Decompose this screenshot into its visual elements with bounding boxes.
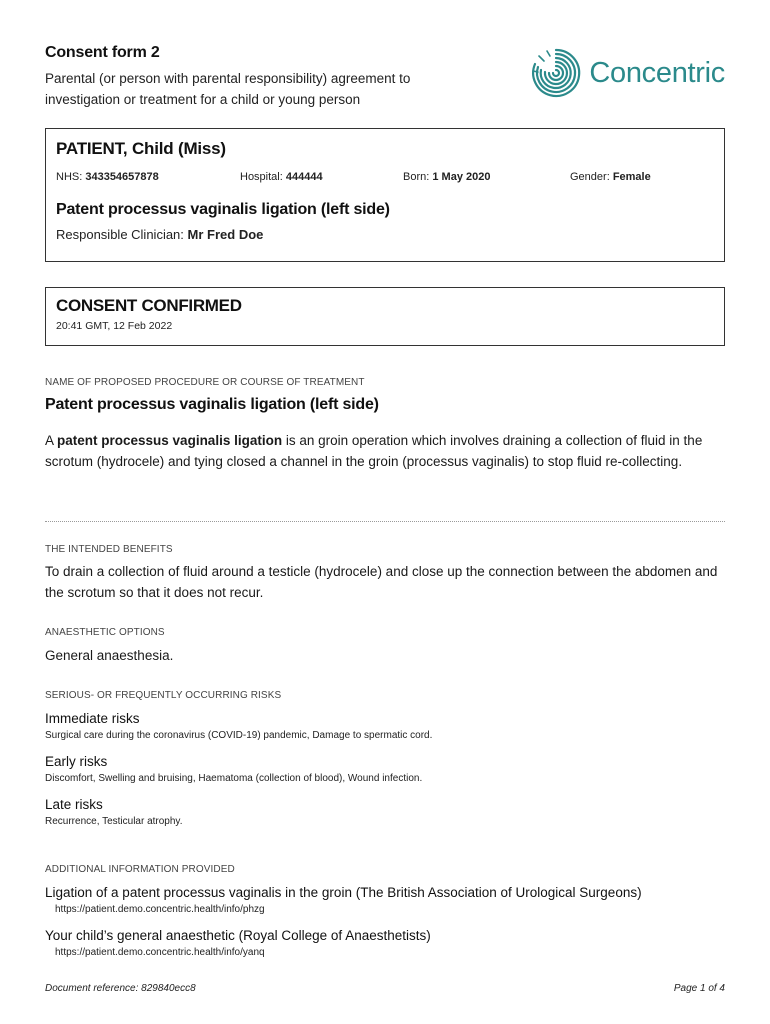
benefits-section	[45, 544, 725, 603]
hospital-label: Hospital:	[240, 171, 283, 183]
info-link[interactable]: https://patient.demo.concentric.health/info/yanq	[55, 947, 265, 958]
procedure-desc-rest: is an groin operation which involves draining a collection of fluid in the scrotum (hydrocele) and tying closed a channel in the groin (processus vaginalis) to stop fluid re-collecting.	[45, 433, 703, 469]
logo-text: Concentric	[589, 56, 725, 89]
info-title: Ligation of a patent processus vaginalis in the groin (The British Association of Urological Surgeons)	[45, 885, 642, 900]
risk-title: Late risks	[45, 797, 103, 812]
info-link[interactable]: https://patient.demo.concentric.health/info/phzg	[55, 904, 265, 915]
info-title: Your child’s general anaesthetic (Royal College of Anaesthetists)	[45, 928, 431, 943]
patient-name: PATIENT, Child (Miss)	[56, 139, 226, 158]
patient-meta-row	[56, 171, 714, 183]
form-title: Consent form 2	[45, 44, 160, 61]
document-footer	[45, 983, 725, 994]
gender	[570, 171, 651, 183]
risk-desc: Recurrence, Testicular atrophy.	[45, 816, 183, 827]
nhs-value: 343354657878	[85, 171, 159, 183]
date-of-birth	[403, 171, 570, 183]
benefits-text: To drain a collection of fluid around a testicle (hydrocele) and close up the connection between the abdomen and the scrotum so that it does not recur.	[45, 564, 718, 600]
page-number: Page 1 of 4	[673, 983, 725, 994]
clinician-label: Responsible Clinician:	[56, 227, 184, 242]
form-subtitle: Parental (or person with parental responsibility) agreement to investigation or treatment for a child or young person	[45, 71, 411, 107]
risks-label: SERIOUS- OR FREQUENTLY OCCURRING RISKS	[45, 690, 282, 701]
risk-item-late	[45, 797, 725, 827]
risk-item-early	[45, 754, 725, 784]
born-label: Born:	[403, 171, 430, 183]
anaesthetic-section	[45, 627, 725, 666]
info-item	[45, 885, 725, 915]
benefits-label: THE INTENDED BENEFITS	[45, 544, 173, 555]
document-reference: Document reference: 829840ecc8	[45, 983, 196, 994]
info-item	[45, 928, 725, 958]
concentric-fingerprint-icon	[527, 44, 585, 102]
procedure-description	[45, 430, 725, 472]
procedure-section	[45, 377, 725, 472]
additional-info-label: ADDITIONAL INFORMATION PROVIDED	[45, 864, 235, 875]
anaesthetic-text: General anaesthesia.	[45, 648, 174, 663]
risk-desc: Discomfort, Swelling and bruising, Haematoma (collection of blood), Wound infection.	[45, 773, 423, 784]
born-value: 1 May 2020	[432, 171, 491, 183]
nhs-number	[56, 171, 240, 183]
procedure-desc-bold: patent processus vaginalis ligation	[57, 433, 283, 448]
concentric-logo	[527, 44, 725, 102]
hospital-number	[240, 171, 403, 183]
patient-details-box	[45, 128, 725, 262]
patient-procedure-title: Patent processus vaginalis ligation (left side)	[56, 201, 390, 218]
responsible-clinician	[56, 227, 714, 242]
risks-section	[45, 690, 725, 827]
procedure-desc-prefix: A	[45, 433, 58, 448]
section-divider	[45, 521, 725, 522]
procedure-title: Patent processus vaginalis ligation (left side)	[45, 396, 379, 413]
hospital-value: 444444	[285, 171, 323, 183]
risk-title: Immediate risks	[45, 711, 140, 726]
risk-desc: Surgical care during the coronavirus (COVID-19) pandemic, Damage to spermatic cord.	[45, 730, 433, 741]
consent-status-box	[45, 287, 725, 346]
additional-info-section	[45, 864, 725, 958]
risk-title: Early risks	[45, 754, 108, 769]
gender-value: Female	[612, 171, 651, 183]
nhs-label: NHS:	[56, 171, 83, 183]
gender-label: Gender:	[570, 171, 610, 183]
procedure-label: NAME OF PROPOSED PROCEDURE OR COURSE OF TREATMENT	[45, 377, 365, 388]
risk-item-immediate	[45, 711, 725, 741]
clinician-value: Mr Fred Doe	[187, 227, 264, 242]
anaesthetic-label: ANAESTHETIC OPTIONS	[45, 627, 165, 638]
consent-timestamp: 20:41 GMT, 12 Feb 2022	[56, 320, 173, 332]
consent-status: CONSENT CONFIRMED	[56, 296, 242, 315]
document-header	[45, 44, 725, 114]
